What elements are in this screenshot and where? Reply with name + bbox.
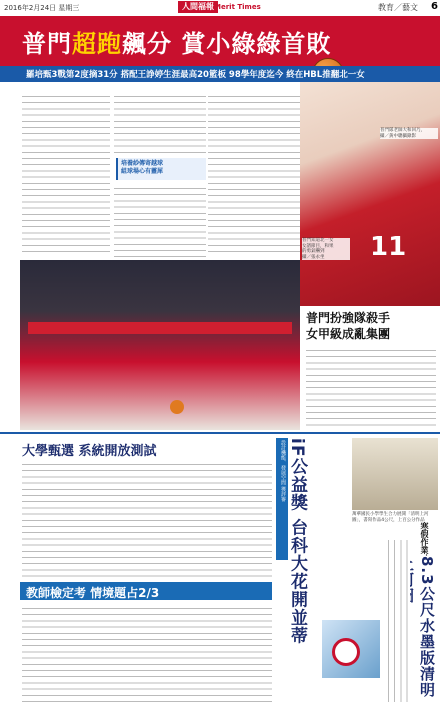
player-jersey-number: 11 [370,232,407,262]
side-story-body [306,346,436,430]
side-photo-caption: 普門知道北一女 女譜節目，和果 的勇氣嚇到 攝／張永坐 [302,238,350,260]
article-body-col1 [22,92,110,257]
teacher-story-body [22,604,272,702]
section-divider [0,432,440,434]
main-headline [22,24,331,59]
if-award-headline: iF公益獎 台科大花開並蒂 [287,438,307,645]
publication-date: 2016年2月24日 星期三 [4,4,80,12]
painting-body [384,540,410,702]
side-story-headline: 普門扮強隊殺手 女甲級成亂集團 [306,311,391,341]
team-photo-ball [170,400,184,414]
if-award-logo-icon [332,638,360,666]
if-award-photo [322,620,380,678]
painting-headline: 8.3公尺水墨版清明 [418,556,436,698]
headline-part2: 飆分 賞小綠綠首敗 [122,30,332,58]
page-number: 6 [431,1,438,12]
headline-part1: 普門 [22,30,72,58]
if-award-tag: 設計機能、發展空間 獲評審 [276,438,288,560]
pull-quote-text: 培養紗傳寄越球 組球場心有靈犀 [121,160,164,175]
university-headline: 大學甄選 系統開放測試 [22,444,157,459]
article-body-col2b [114,184,206,257]
top-photo-caption: 普門隊老師大和回乃， 攝／黃中聰攝錄影 [380,128,438,139]
article-body-col2 [114,92,206,154]
paper-english-name: Merit Times [214,3,261,11]
article-body-col3 [208,92,300,257]
teacher-story-headline: 教師檢定考 情境題占2/3 [26,586,160,600]
university-body [22,460,272,578]
team-photo-banner [28,322,292,334]
paper-logo: 人間福報 [178,1,218,13]
player-photo [300,82,440,306]
painting-caption: 萬華國民小學學生合力展開「清明上河圖」，書寫作品4公尺，上百公分作品 [352,512,429,523]
team-photo [20,260,300,430]
painting-photo [352,438,438,510]
pull-quote [116,158,206,180]
headline-highlight: 超跑 [72,30,122,58]
section-label: 教育／藝文 [378,3,418,12]
subhead: 羅培甄3戰第2度摘31分 搭配王諍婷生涯最高20籃板 98學年度迄今 終在HBL推翻北一女 [26,70,365,80]
painting-kicker: 寒假作業： [420,522,429,562]
